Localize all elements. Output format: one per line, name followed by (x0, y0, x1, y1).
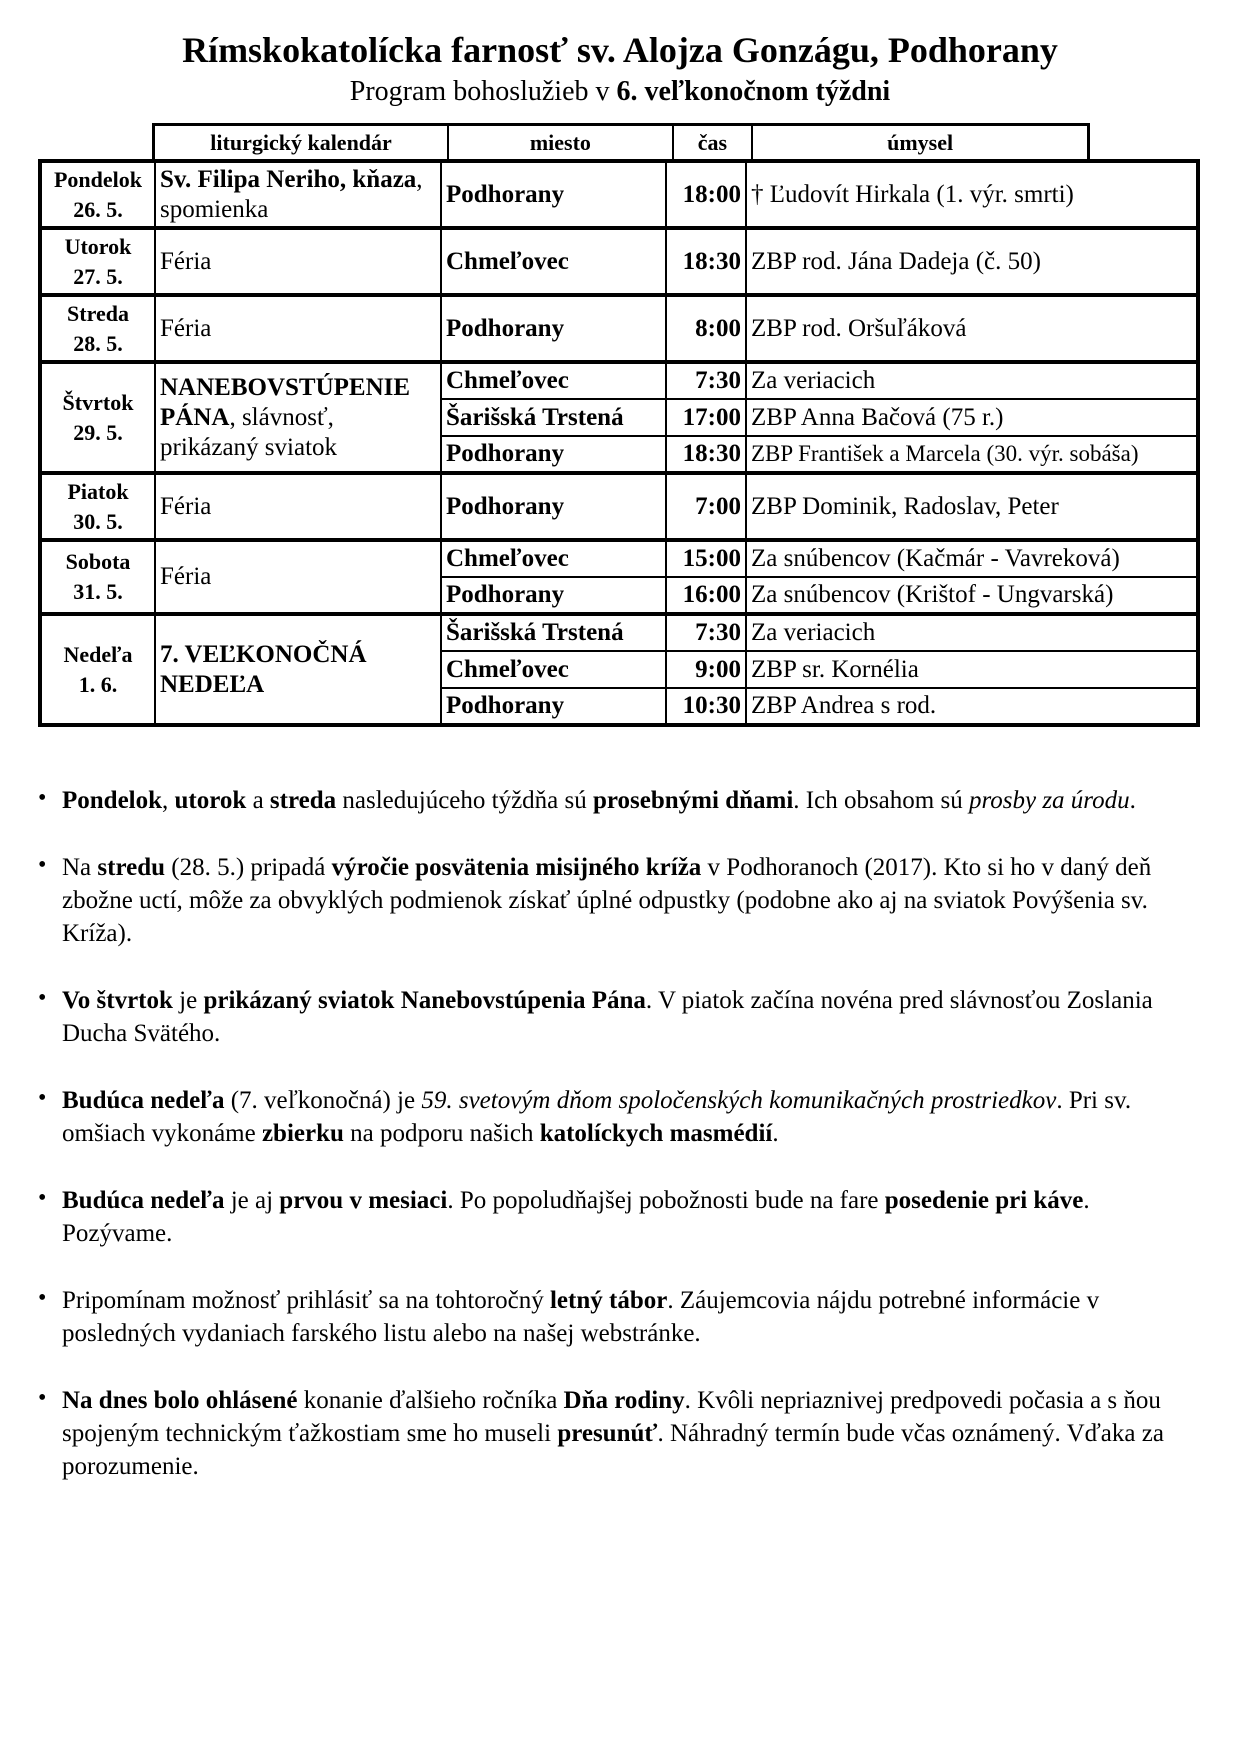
mass-time: 18:00 (666, 161, 746, 228)
mass-intention: ZBP sr. Kornélia (746, 651, 1198, 688)
announcement-text: konanie ďalšieho ročníka (297, 1387, 564, 1414)
announcement-text: Pripomínam možnosť prihlásiť sa na tohtoročný (62, 1287, 550, 1314)
liturgical-calendar-cell (155, 228, 441, 295)
parish-title: Rímskokatolícka farnosť sv. Alojza Gonzágu, Podhorany (182, 30, 1058, 70)
announcement-text: je (172, 987, 204, 1014)
mass-intention: ZBP rod. Jána Dadeja (č. 50) (746, 228, 1198, 295)
day-cell (40, 161, 155, 228)
day-name: Nedeľa (63, 641, 133, 667)
bullet-icon: • (38, 985, 47, 1011)
mass-place: Podhorany (441, 577, 666, 614)
mass-time: 9:00 (666, 651, 746, 688)
liturgical-calendar-cell (155, 362, 441, 473)
day-name: Štvrtok (62, 389, 134, 415)
mass-place: Chmeľovec (441, 362, 666, 399)
announcement-text: nasledujúceho týždňa sú (336, 787, 593, 814)
announcement-item (38, 1284, 1200, 1350)
schedule-row (40, 362, 1198, 399)
schedule-row (40, 228, 1198, 295)
announcement-text: letný tábor (549, 1287, 668, 1314)
feast-rank: Féria (160, 314, 212, 342)
day-cell (40, 540, 155, 614)
announcement-text: v Podhoranoch (2017). Kto si ho v daný deň zbožne uctí, môže za obvyklých podmienok získať úplné odpustky (podobne ako aj na sviatok Povýšenia sv. Kríža). (62, 854, 1152, 947)
schedule-row (40, 473, 1198, 540)
mass-place: Chmeľovec (441, 540, 666, 577)
announcement-text: , (162, 787, 175, 814)
announcement-text: . Náhradný termín bude včas oznámený. Vďaka za porozumenie. (62, 1420, 1164, 1480)
announcement-text: výročie posvätenia misijného kríža (331, 854, 702, 881)
mass-time: 17:00 (666, 399, 746, 436)
announcement-item (38, 851, 1200, 950)
announcement-item (38, 1184, 1200, 1250)
liturgical-calendar-cell (155, 161, 441, 228)
day-cell (40, 614, 155, 725)
mass-place: Podhorany (441, 161, 666, 228)
feast-rank: Féria (160, 563, 212, 590)
announcement-text: utorok (174, 787, 247, 814)
announcement-text: . Kvôli nepriaznivej predpovedi počasia a s ňou spojeným technickým ťažkostiam sme ho museli (62, 1387, 1161, 1447)
announcement-text: a (246, 787, 270, 814)
bullet-icon: • (38, 785, 47, 811)
announcement-item (38, 784, 1200, 817)
day-date: 1. 6. (78, 671, 118, 697)
announcement-text: . (1129, 787, 1136, 814)
day-date: 27. 5. (73, 263, 123, 289)
day-date: 29. 5. (73, 419, 123, 445)
mass-time: 7:30 (666, 362, 746, 399)
mass-time: 15:00 (666, 540, 746, 577)
mass-place: Šarišská Trstená (441, 399, 666, 436)
announcement-text: . V piatok začína novéna pred slávnosťou Zoslania Ducha Svätého. (62, 987, 1153, 1047)
announcement-text: . Pozývame. (62, 1187, 1090, 1247)
mass-time: 7:00 (666, 473, 746, 540)
announcement-text: Vo štvrtok (62, 987, 173, 1014)
liturgical-calendar-cell (155, 614, 441, 725)
announcement-text: presunúť (557, 1420, 658, 1447)
mass-time: 16:00 (666, 577, 746, 614)
program-subtitle (0, 74, 1240, 110)
announcement-text: . Záujemcovia nájdu potrebné informácie v posledných vydaniach farského listu alebo na našej webstránke. (62, 1287, 1100, 1347)
header-calendar: liturgický kalendár (155, 126, 449, 159)
feast-rank: , slávnosť, prikázaný sviatok (160, 403, 338, 461)
announcement-text: Dňa rodiny (563, 1387, 685, 1414)
mass-intention: Za snúbencov (Kačmár - Vavreková) (746, 540, 1198, 577)
announcement-text: Na (62, 854, 98, 881)
mass-intention: ZBP Dominik, Radoslav, Peter (746, 473, 1198, 540)
liturgical-calendar-cell (155, 473, 441, 540)
announcement-item (38, 984, 1200, 1050)
day-cell (40, 228, 155, 295)
announcement-text: 59. svetovým dňom spoločenských komunikačných prostriedkov (421, 1087, 1057, 1114)
day-name: Sobota (65, 549, 131, 574)
subtitle-week: 6. veľkonočnom týždni (616, 76, 891, 107)
announcement-text: prosby za úrodu (968, 787, 1130, 814)
day-name: Utorok (64, 233, 132, 259)
bullet-icon: • (38, 1185, 47, 1211)
announcement-text: (7. veľkonočná) je (224, 1087, 422, 1114)
mass-place: Podhorany (441, 473, 666, 540)
announcement-text: Pondelok (62, 787, 163, 814)
day-date: 28. 5. (73, 330, 123, 356)
feast-rank: Féria (160, 247, 212, 275)
schedule-row (40, 295, 1198, 362)
feast-name: 7. VEĽKONOČNÁ NEDEĽA (160, 640, 367, 698)
feast-name: Sv. Filipa Neriho, kňaza (160, 165, 417, 193)
announcement-item (38, 1084, 1200, 1150)
day-name: Pondelok (53, 166, 143, 192)
header-place: miesto (449, 126, 674, 159)
day-name: Piatok (67, 478, 129, 504)
mass-intention: † Ľudovít Hirkala (1. výr. smrti) (746, 161, 1198, 228)
mass-place: Šarišská Trstená (441, 614, 666, 651)
bullet-icon: • (38, 1285, 47, 1311)
mass-time: 18:30 (666, 436, 746, 473)
schedule-row (40, 614, 1198, 651)
mass-intention: Za snúbencov (Krištof - Ungvarská) (746, 577, 1198, 614)
bullet-icon: • (38, 852, 47, 878)
mass-place: Podhorany (441, 688, 666, 725)
liturgical-calendar-cell (155, 540, 441, 614)
day-cell (40, 473, 155, 540)
bullet-icon: • (38, 1085, 47, 1111)
mass-intention: ZBP rod. Oršuľáková (746, 295, 1198, 362)
mass-intention: ZBP Andrea s rod. (746, 688, 1198, 725)
day-date: 30. 5. (73, 508, 123, 534)
schedule-table (38, 159, 1200, 727)
announcement-text: Na dnes bolo ohlásené (62, 1387, 298, 1414)
header-time: čas (674, 126, 754, 159)
day-cell (40, 295, 155, 362)
mass-place: Chmeľovec (441, 651, 666, 688)
announcement-text: . Po popoludňajšej pobožnosti bude na fare (447, 1187, 885, 1214)
feast-name: NANEBOVSTÚPENIE PÁNA (160, 373, 411, 431)
announcement-text: na podporu našich (343, 1120, 540, 1147)
announcement-text: prvou v mesiaci (279, 1187, 448, 1214)
announcement-text: prosebnými dňami (593, 787, 794, 814)
schedule-row (40, 540, 1198, 577)
mass-place: Chmeľovec (441, 228, 666, 295)
feast-rank: Féria (160, 492, 212, 520)
mass-place: Podhorany (441, 295, 666, 362)
mass-intention: Za veriacich (746, 362, 1198, 399)
announcement-text: katolíckych masmédií (539, 1120, 773, 1147)
schedule-row (40, 161, 1198, 228)
day-cell (40, 362, 155, 473)
mass-time: 18:30 (666, 228, 746, 295)
day-date: 26. 5. (73, 196, 123, 222)
announcement-text: streda (269, 787, 337, 814)
announcement-text: (28. 5.) pripadá (165, 854, 332, 881)
table-header (152, 123, 1090, 159)
announcement-text: stredu (97, 854, 166, 881)
announcement-text: . (772, 1120, 779, 1147)
header-intent: úmysel (887, 130, 954, 155)
announcement-text: posedenie pri káve (884, 1187, 1084, 1214)
announcement-text: prikázaný sviatok Nanebovstúpenia Pána (203, 987, 646, 1014)
mass-intention: Za veriacich (746, 614, 1198, 651)
day-date: 31. 5. (73, 579, 123, 604)
announcement-text: . Ich obsahom sú (793, 787, 969, 814)
announcement-text: Budúca nedeľa (62, 1087, 225, 1114)
announcement-text: . Pri sv. omšiach vykonáme (62, 1087, 1132, 1147)
day-name: Streda (67, 300, 129, 326)
announcements (38, 784, 1200, 1517)
bullet-icon: • (38, 1385, 47, 1411)
subtitle-prefix: Program bohoslužieb v (349, 76, 617, 107)
mass-place: Podhorany (441, 436, 666, 473)
mass-intention: ZBP František a Marcela (30. výr. sobáša) (746, 436, 1198, 473)
liturgical-calendar-cell (155, 295, 441, 362)
announcement-text: je aj (224, 1187, 280, 1214)
announcement-text: zbierku (261, 1120, 344, 1147)
mass-time: 10:30 (666, 688, 746, 725)
mass-intention: ZBP Anna Bačová (75 r.) (746, 399, 1198, 436)
announcement-text: Budúca nedeľa (62, 1187, 225, 1214)
feast-rank: , spomienka (160, 165, 423, 223)
mass-time: 7:30 (666, 614, 746, 651)
mass-time: 8:00 (666, 295, 746, 362)
announcement-item (38, 1384, 1200, 1483)
